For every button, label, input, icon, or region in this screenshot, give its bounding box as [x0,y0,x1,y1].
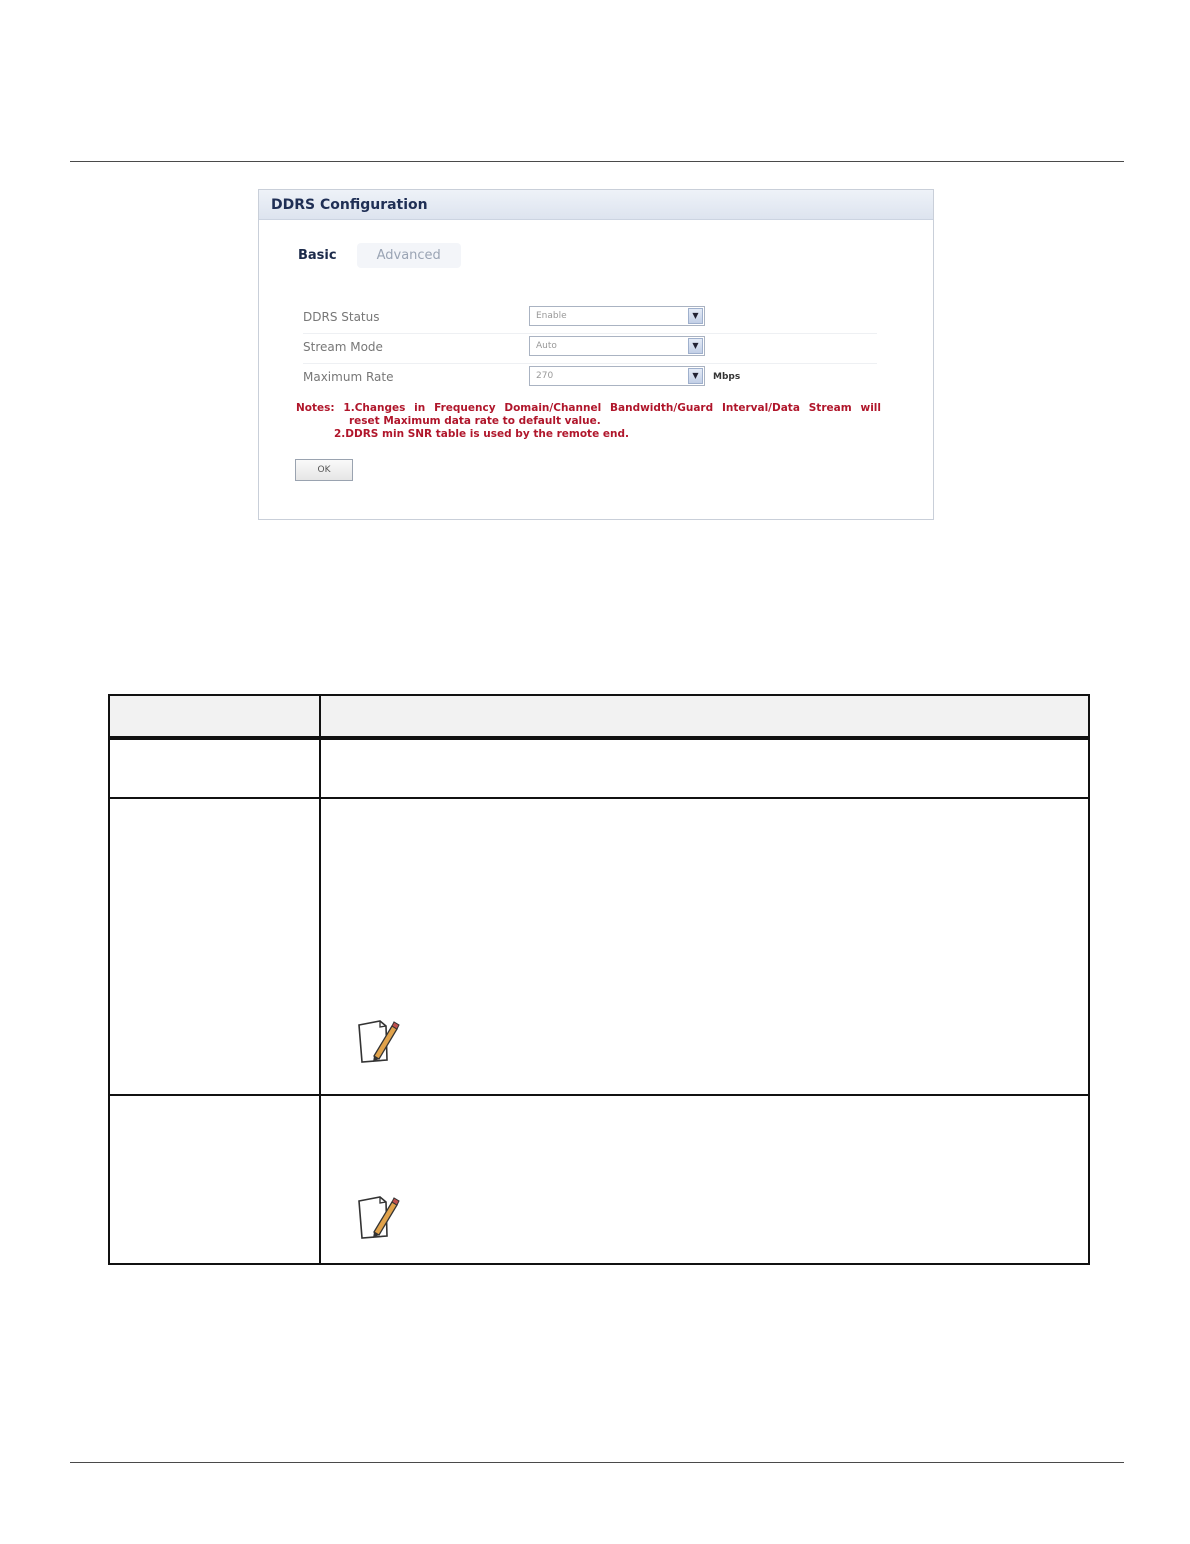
table-row-divider [110,797,1088,799]
stream-mode-label: Stream Mode [303,340,383,354]
parameter-table [108,694,1090,1265]
table-header-row [110,696,1088,740]
tab-bar [298,243,461,268]
panel-title: DDRS Configuration [271,196,428,213]
tab-basic[interactable]: Basic [298,248,337,263]
page-header-rule [70,161,1124,162]
form-row-ddrs-status [303,304,877,334]
note-line-1: Notes: 1.Changes in Frequency Domain/Channel Bandwidth/Guard Interval/Data Stream will [296,402,881,414]
maximum-rate-unit: Mbps [713,372,741,382]
tab-advanced[interactable]: Advanced [357,243,461,268]
table-row-divider [110,1094,1088,1096]
chevron-down-icon[interactable]: ▼ [688,368,703,384]
panel-header [259,190,933,220]
chevron-down-icon[interactable]: ▼ [688,308,703,324]
ddrs-status-value: Enable [536,311,567,321]
ddrs-status-select[interactable] [529,306,705,326]
form-row-stream-mode [303,334,877,364]
notes-text [296,402,881,441]
ddrs-status-label: DDRS Status [303,310,380,324]
ddrs-configuration-panel [258,189,934,520]
note-pencil-icon [356,1192,402,1242]
note-pencil-icon [356,1016,402,1066]
ddrs-form [303,304,877,393]
form-row-maximum-rate [303,364,877,393]
stream-mode-value: Auto [536,341,557,351]
ok-button[interactable]: OK [295,459,353,481]
stream-mode-select[interactable] [529,336,705,356]
note-line-1-continued: reset Maximum data rate to default value. [349,415,601,427]
page-footer-rule [70,1462,1124,1463]
chevron-down-icon[interactable]: ▼ [688,338,703,354]
maximum-rate-select[interactable] [529,366,705,386]
maximum-rate-value: 270 [536,371,554,381]
table-column-divider [319,696,321,1263]
note-line-2: 2.DDRS min SNR table is used by the remote end. [334,428,629,440]
maximum-rate-label: Maximum Rate [303,370,394,384]
